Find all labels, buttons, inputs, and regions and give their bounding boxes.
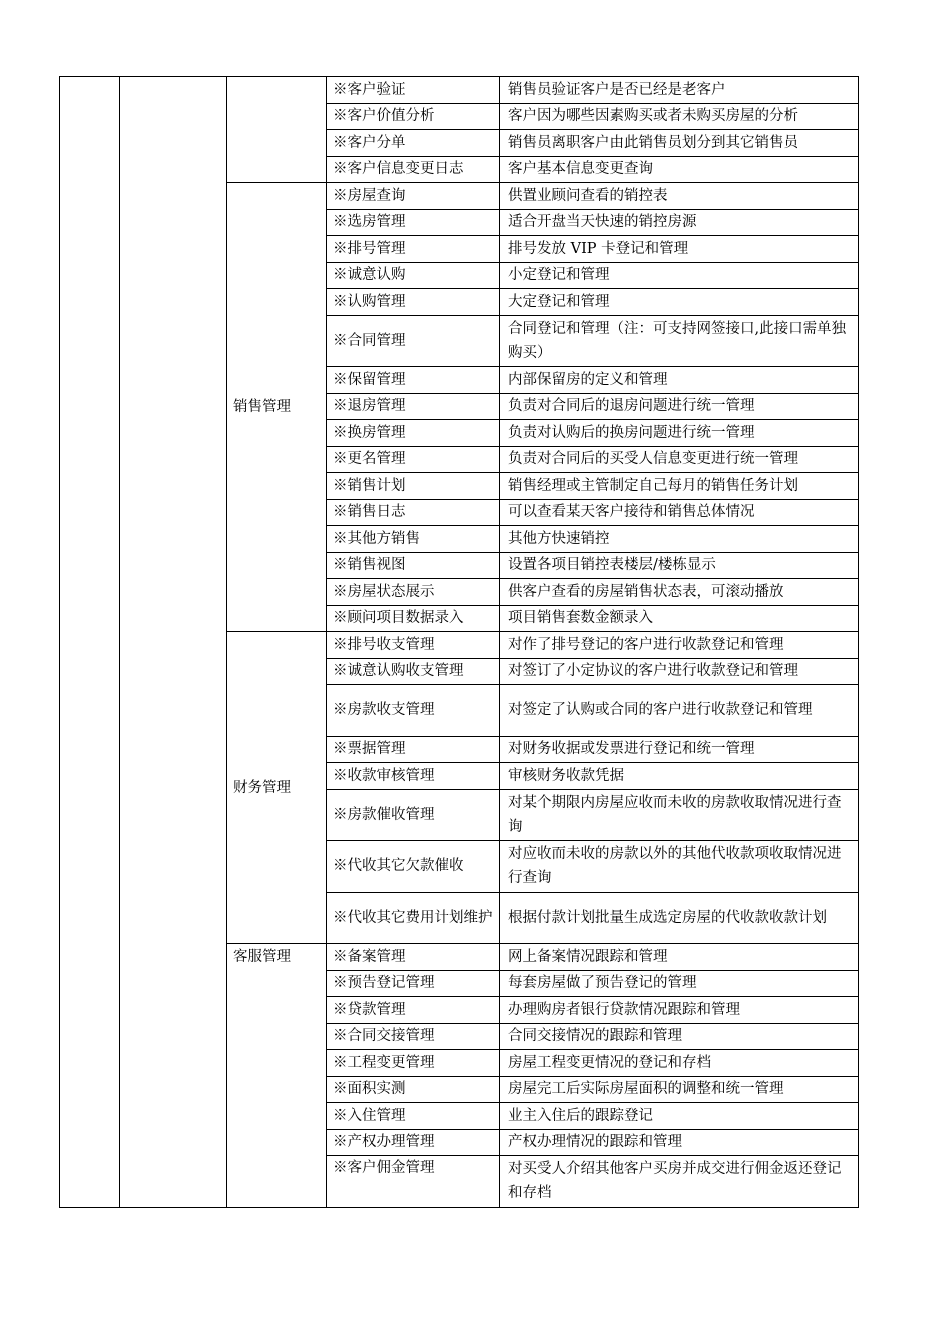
feature-cell: ※备案管理 [327, 944, 500, 971]
description-cell: 对某个期限内房屋应收而未收的房款收取情况进行查询 [500, 789, 859, 841]
feature-cell: ※更名管理 [327, 446, 500, 473]
description-cell: 对应收而未收的房款以外的其他代收款项收取情况进行查询 [500, 841, 859, 893]
feature-cell: ※排号管理 [327, 236, 500, 263]
description-cell: 排号发放 VIP 卡登记和管理 [500, 236, 859, 263]
description-cell: 销售经理或主管制定自己每月的销售任务计划 [500, 473, 859, 500]
feature-cell: ※选房管理 [327, 209, 500, 236]
feature-cell: ※工程变更管理 [327, 1050, 500, 1077]
feature-table [59, 76, 859, 1208]
description-cell: 对签定了认购或合同的客户进行收款登记和管理 [500, 685, 859, 737]
description-cell: 销售员验证客户是否已经是老客户 [500, 77, 859, 104]
description-cell: 客户因为哪些因素购买或者未购买房屋的分析 [500, 103, 859, 130]
feature-cell: ※客户价值分析 [327, 103, 500, 130]
feature-cell: ※房屋查询 [327, 183, 500, 210]
description-cell: 其他方快速销控 [500, 526, 859, 553]
description-cell: 内部保留房的定义和管理 [500, 367, 859, 394]
module-cell: 客服管理 [227, 944, 327, 1208]
feature-cell: ※排号收支管理 [327, 632, 500, 659]
feature-cell: ※退房管理 [327, 393, 500, 420]
description-cell: 设置各项目销控表楼层/楼栋显示 [500, 552, 859, 579]
feature-cell: ※客户验证 [327, 77, 500, 104]
subcategory-cell [120, 77, 227, 1208]
feature-cell: ※诚意认购收支管理 [327, 658, 500, 685]
description-cell: 业主入住后的跟踪登记 [500, 1103, 859, 1130]
description-cell: 房屋工程变更情况的登记和存档 [500, 1050, 859, 1077]
feature-cell: ※代收其它欠款催收 [327, 841, 500, 893]
feature-cell: ※产权办理管理 [327, 1129, 500, 1156]
feature-cell: ※换房管理 [327, 420, 500, 447]
feature-cell: ※销售日志 [327, 499, 500, 526]
module-cell: 销售管理 [227, 183, 327, 632]
description-cell: 对财务收据或发票进行登记和统一管理 [500, 736, 859, 763]
description-cell: 对买受人介绍其他客户买房并成交进行佣金返还登记和存档 [500, 1156, 859, 1208]
description-cell: 产权办理情况的跟踪和管理 [500, 1129, 859, 1156]
description-cell: 小定登记和管理 [500, 262, 859, 289]
description-cell: 可以查看某天客户接待和销售总体情况 [500, 499, 859, 526]
feature-cell: ※房屋状态展示 [327, 579, 500, 606]
description-cell: 合同交接情况的跟踪和管理 [500, 1023, 859, 1050]
feature-cell: ※其他方销售 [327, 526, 500, 553]
feature-cell: ※诚意认购 [327, 262, 500, 289]
feature-cell: ※面积实测 [327, 1076, 500, 1103]
description-cell: 客户基本信息变更查询 [500, 156, 859, 183]
feature-table-body [60, 77, 859, 1208]
description-cell: 负责对合同后的买受人信息变更进行统一管理 [500, 446, 859, 473]
description-cell: 根据付款计划批量生成选定房屋的代收款收款计划 [500, 892, 859, 944]
description-cell: 销售员离职客户由此销售员划分到其它销售员 [500, 130, 859, 157]
description-cell: 负责对合同后的退房问题进行统一管理 [500, 393, 859, 420]
feature-cell: ※顾问项目数据录入 [327, 605, 500, 632]
module-cell: 财务管理 [227, 632, 327, 944]
table-row [60, 77, 859, 104]
description-cell: 负责对认购后的换房问题进行统一管理 [500, 420, 859, 447]
feature-cell: ※入住管理 [327, 1103, 500, 1130]
feature-cell: ※客户分单 [327, 130, 500, 157]
description-cell: 供客户查看的房屋销售状态表，可滚动播放 [500, 579, 859, 606]
description-cell: 供置业顾问查看的销控表 [500, 183, 859, 210]
feature-cell: ※客户佣金管理 [327, 1156, 500, 1208]
feature-cell: ※预告登记管理 [327, 970, 500, 997]
feature-cell: ※收款审核管理 [327, 763, 500, 790]
description-cell: 项目销售套数金额录入 [500, 605, 859, 632]
description-cell: 合同登记和管理（注：可支持网签接口,此接口需单独购买） [500, 315, 859, 367]
description-cell: 对作了排号登记的客户进行收款登记和管理 [500, 632, 859, 659]
feature-cell: ※合同管理 [327, 315, 500, 367]
description-cell: 房屋完工后实际房屋面积的调整和统一管理 [500, 1076, 859, 1103]
feature-cell: ※销售计划 [327, 473, 500, 500]
description-cell: 办理购房者银行贷款情况跟踪和管理 [500, 997, 859, 1024]
feature-cell: ※销售视图 [327, 552, 500, 579]
feature-cell: ※客户信息变更日志 [327, 156, 500, 183]
feature-cell: ※保留管理 [327, 367, 500, 394]
feature-cell: ※房款催收管理 [327, 789, 500, 841]
description-cell: 大定登记和管理 [500, 289, 859, 316]
module-cell [227, 77, 327, 183]
description-cell: 审核财务收款凭据 [500, 763, 859, 790]
feature-cell: ※认购管理 [327, 289, 500, 316]
feature-cell: ※票据管理 [327, 736, 500, 763]
description-cell: 适合开盘当天快速的销控房源 [500, 209, 859, 236]
category-cell [60, 77, 120, 1208]
description-cell: 网上备案情况跟踪和管理 [500, 944, 859, 971]
feature-cell: ※合同交接管理 [327, 1023, 500, 1050]
description-cell: 每套房屋做了预告登记的管理 [500, 970, 859, 997]
feature-cell: ※代收其它费用计划维护 [327, 892, 500, 944]
feature-cell: ※贷款管理 [327, 997, 500, 1024]
feature-cell: ※房款收支管理 [327, 685, 500, 737]
description-cell: 对签订了小定协议的客户进行收款登记和管理 [500, 658, 859, 685]
